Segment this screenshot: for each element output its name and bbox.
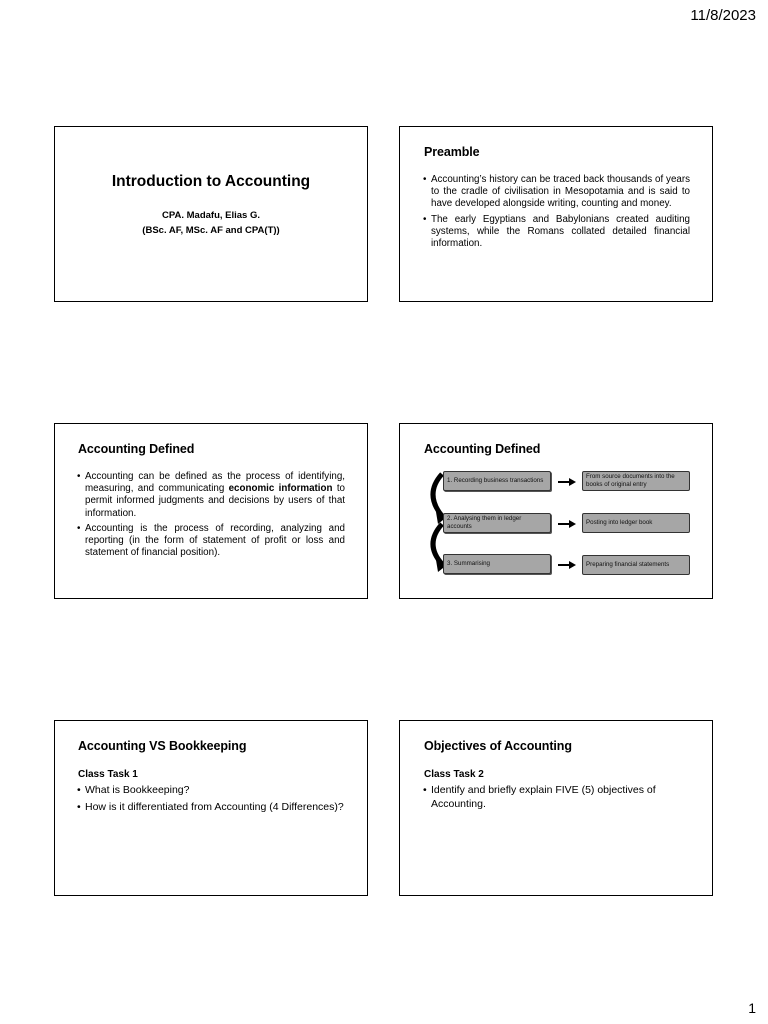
flow-step-analysing: 2. Analysing them in ledger accounts	[443, 513, 551, 533]
slide-title-heading: Introduction to Accounting	[111, 173, 311, 190]
flow-desc-summarising: Preparing financial statements	[582, 555, 690, 575]
slide-heading: Accounting Defined	[78, 442, 195, 456]
slide-accounting-defined-text	[54, 423, 368, 599]
slide-accounting-vs-bookkeeping	[54, 720, 368, 896]
list-item: • The early Egyptians and Babylonians created auditing systems, while the Romans collated detailed financial information.	[424, 214, 690, 251]
slide-body	[78, 769, 345, 817]
page-date: 11/8/2023	[690, 7, 756, 24]
slide-heading: Accounting Defined	[424, 442, 541, 456]
slide-heading: Preamble	[424, 145, 480, 159]
slide-body	[424, 769, 690, 814]
flow-desc-analysing: Posting into ledger book	[582, 513, 690, 533]
list-item: • Accounting’s history can be traced back thousands of years to the cradle of civilisation in Mesopotamia and is said to have developed alongside writing, counting and money.	[424, 174, 690, 211]
slide-objectives-of-accounting	[399, 720, 713, 896]
bullet-list	[424, 783, 690, 811]
list-item: • Accounting is the process of recording, analyzing and reporting (in the form of statement of profit or loss and statement of financial position).	[78, 523, 345, 560]
list-item: • How is it differentiated from Accounting (4 Differences)?	[78, 800, 345, 814]
definition-text: Accounting can be defined as the process of identifying, measuring, and communicating	[85, 471, 345, 495]
slide-accounting-defined-diagram	[399, 423, 713, 599]
list-item: • Identify and briefly explain FIVE (5) objectives of Accounting.	[424, 783, 690, 811]
bullet-list	[424, 174, 690, 253]
slide-heading: Objectives of Accounting	[424, 739, 572, 753]
list-item: • What is Bookkeeping?	[78, 783, 345, 797]
list-item	[78, 471, 345, 520]
bullet-list	[78, 783, 345, 814]
flow-step-recording: 1. Recording business transactions	[443, 471, 551, 491]
definition-text: to permit informed judgments and decisions by users of that information.	[85, 483, 345, 519]
class-task-label: Class Task 2	[424, 769, 484, 780]
emphasis-text: economic information	[228, 483, 333, 495]
slide-preamble	[399, 126, 713, 302]
slide-heading: Accounting VS Bookkeeping	[78, 739, 247, 753]
class-task-label: Class Task 1	[78, 769, 138, 780]
slide-title	[54, 126, 368, 302]
flow-step-summarising: 3. Summarising	[443, 554, 551, 574]
bullet-list	[78, 471, 345, 562]
author-name: CPA. Madafu, Elias G.	[161, 210, 260, 221]
author-qualifications: (BSc. AF, MSc. AF and CPA(T))	[142, 225, 280, 236]
flow-desc-recording: From source documents into the books of original entry	[582, 471, 690, 491]
page-number: 1	[748, 1000, 756, 1016]
